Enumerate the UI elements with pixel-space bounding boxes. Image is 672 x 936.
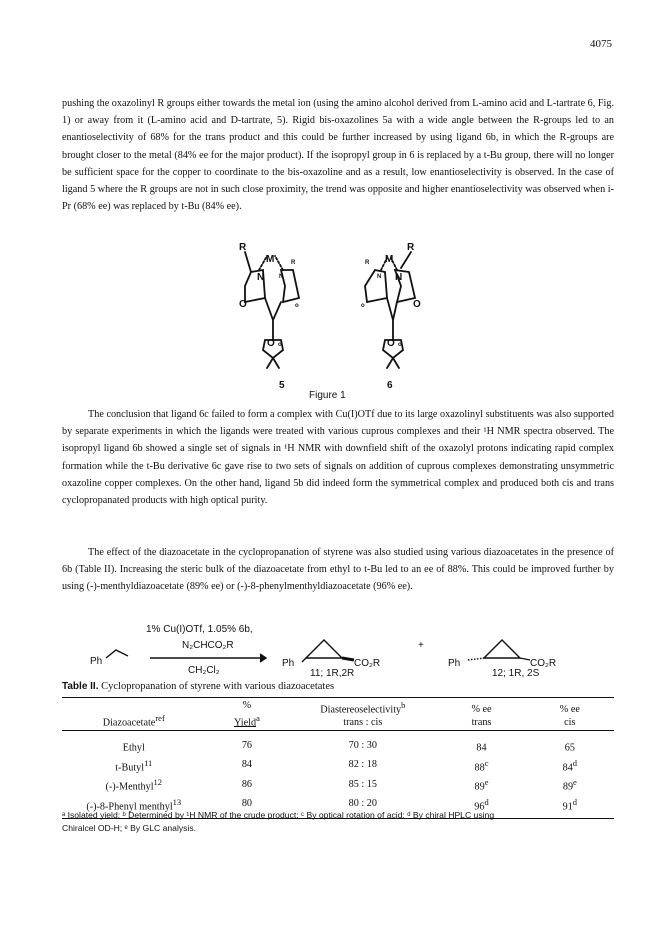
ligand-6-tartrate-backbone [387, 298, 397, 340]
page-number: 4075 [590, 38, 612, 50]
table-caption-label: Table II. [62, 681, 99, 692]
table-footnotes [62, 809, 614, 835]
header-ee-trans: % ee trans [471, 704, 492, 729]
product-12-ph-label: Ph [448, 658, 461, 669]
figure-1-ligand-structures [225, 240, 445, 400]
table-caption [62, 681, 334, 692]
ligand-5-o-left-label: O [239, 299, 247, 310]
header-diazoacetate: Diazoacetate$^{ref}$ [102, 713, 165, 729]
ligand-6-isopropylidene [387, 358, 399, 368]
ligand-6-n-right-label: N [395, 272, 403, 283]
ligand-6-r-bond-right [401, 252, 411, 268]
ligand-6-o-right-label: O [413, 299, 421, 310]
paragraph-3: The effect of the diazoacetate in the cyclopropanation of styrene was also studied using various diazoacetates in the presence of 6b (Table II). Increasing the steric bulk of the diazoacetate from ethyl to t-Bu led to an ee of 88%. This could be improved further by using (-)-menthyldiazoacetate (89% ee) or (-)-8-phenylmenthyldiazoacetate (96% ee). [62, 547, 614, 593]
ligand-6-o-dioxolane-label-2: o [398, 342, 402, 348]
ligand-5-o-dioxolane-label: O [267, 338, 275, 349]
product-11-ph-bond [302, 658, 306, 662]
header-diastereoselectivity: Diastereoselectivity$^b$ trans : cis [320, 700, 406, 729]
ligand-5-number: 5 [279, 380, 285, 391]
table-row: (-)-Menthyl$^{12}$ 86 85 : 15 89e 89e [105, 777, 577, 793]
ligand-5-n-left-label: N [257, 272, 265, 283]
paragraph-2: The conclusion that ligand 6c failed to form a complex with Cu(I)OTf due to its large oxazolinyl substituents was also supported by separate experiments in which the ligands were treated with various cuprous complexes and their ¹H NMR spectra observed. The isopropyl ligand 6b showed a single set of signals in ¹H NMR with downfield shift of the oxazolyl protons indicating rapid complex formation while the t-Bu derivative 6c gave rise to two sets of signals on addition of cuprous complexes demonstrating unsymmetric oxazoline copper complexes. On the other hand, ligand 5b did indeed form the symmetrical complex and produced both cis and trans cyclopropanated products with high optical purity. [62, 409, 614, 507]
footnote-line-1: ᵃ Isolated yield; ᵇ Determined by ¹H NMR of the crude product; ᶜ By optical rotation of acid; ᵈ By chiral HPLC using [62, 810, 495, 820]
ligand-5-r-label-right: R [291, 260, 296, 266]
paragraph-1: pushing the oxazolinyl R groups either towards the metal ion (using the amino alcohol derived from L-amino acid and L-tartrate 6, Fig. 1) or away from it (L-amino acid and D-tartrate, 5). Rigid bis-oxazolines 5a with a wide angle between the R-groups led to an enantioselectivity of 68% for the trans product and this could be further increased by using ligand 6b, in which the R-groups are brought closer to the metal (84% ee for the major product). If the isopropyl group in 6 is replaced by a t-Bu group, there will no longer be sufficient space for the copper to coordinate to the bis-oxazoline and as a result, low enantioselectivity is observed. In the case of ligand 5 where the R groups are not in such close proximity, the trend was opposite and higher enantioselectivity was observed when i-Pr (68% ee) was replaced by t-Bu (84% ee). [62, 98, 614, 213]
product-11-co2r-label: CO₂R [354, 658, 381, 669]
ligand-5-coordination-right [275, 256, 283, 270]
ligand-6-number: 6 [387, 380, 393, 391]
reagent-solvent: CH₂Cl₂ [188, 665, 220, 676]
ligand-6-r-label: R [407, 242, 415, 253]
product-11-label: 11; 1R,2R [310, 668, 355, 678]
cyclopropanation-scheme [88, 618, 618, 678]
product-12-label: 12; 1R, 2S [492, 668, 540, 678]
ligand-5-r-label: R [239, 242, 247, 253]
product-11-co2r-bond [342, 658, 354, 660]
ligand-5-right-oxazoline-ring [281, 270, 299, 302]
reagent-line-2: N₂CHCO₂R [182, 640, 234, 651]
product-11-cyclopropane [306, 640, 342, 658]
ligand-6-r-label-left: R [365, 260, 370, 266]
ligand-5-o-right-label: o [295, 303, 299, 309]
diazoacetate-table [62, 697, 614, 819]
reagent-line-1: 1% Cu(I)OTf, 1.05% 6b, [146, 624, 253, 635]
table-row: t-Butyl$^{11}$ 84 82 : 18 88$^c$ 84$^d$ [115, 757, 578, 774]
ligand-6-o-left-label: o [361, 303, 365, 309]
product-11-ph-label: Ph [282, 658, 295, 669]
styrene-ph-label: Ph [90, 656, 103, 667]
ligand-5-r-bond-left [245, 252, 251, 272]
ligand-6-metal-label: M [385, 254, 394, 265]
product-12-ph-bond [468, 658, 484, 660]
ligand-5-metal-label: M [266, 254, 275, 265]
ligand-5-n-right-label: N [279, 274, 284, 280]
ligand-5-isopropylidene [267, 358, 279, 368]
header-yield: % Yield$^a$ [233, 700, 260, 729]
figure-1-caption: Figure 1 [309, 390, 346, 400]
ligand-6-n-left-label: N [377, 274, 382, 280]
reaction-arrowhead [260, 654, 266, 662]
plus-sign: + [418, 640, 424, 651]
footnote-line-2: Chiralcel OD-H; ᵉ By GLC analysis. [62, 823, 197, 833]
table-row: Ethyl 76 70 : 30 84 65 [122, 740, 575, 754]
header-ee-cis: % ee cis [559, 704, 580, 729]
styrene-structure [106, 650, 128, 658]
table-caption-text: Cyclopropanation of styrene with various diazoacetates [98, 681, 335, 692]
ligand-5-o-dioxolane-label-2: o [278, 342, 282, 348]
ligand-6-left-oxazoline-ring [365, 270, 387, 302]
table-row: (-)-8-Phenyl menthyl$^{13}$ 80 80 : 20 96$^d$ 91$^d$ [86, 796, 578, 812]
ligand-6-o-dioxolane-label: O [387, 338, 395, 349]
ligand-5-tartrate-backbone [265, 298, 281, 340]
product-12-co2r-bond [520, 658, 530, 660]
product-12-co2r-label: CO₂R [530, 658, 557, 669]
product-12-cyclopropane [484, 640, 520, 658]
